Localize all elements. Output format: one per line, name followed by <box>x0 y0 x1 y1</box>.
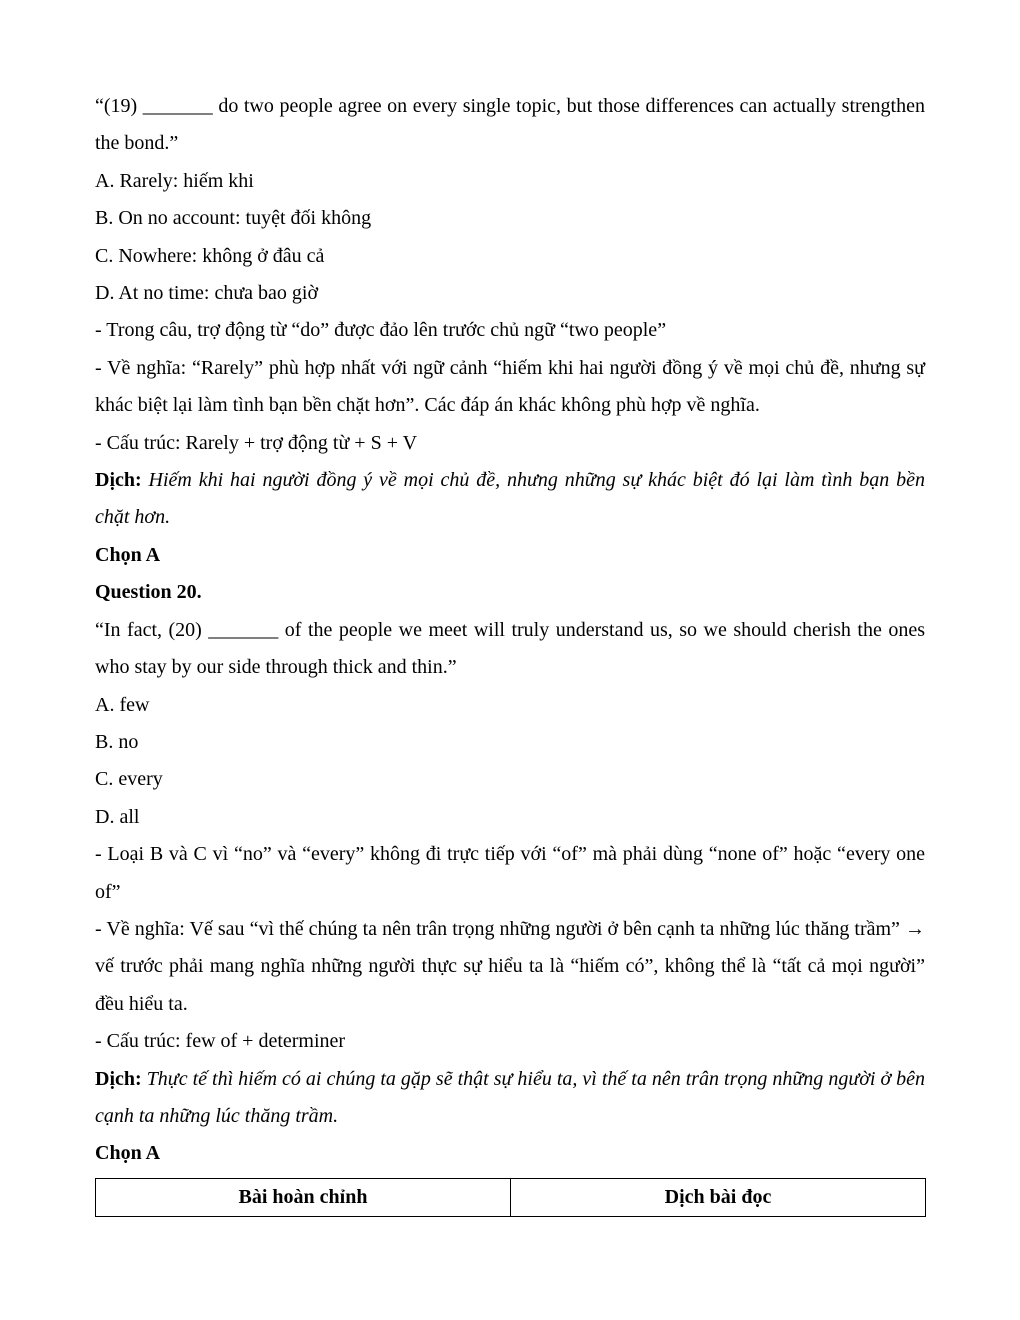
q20-translation-label: Dịch: <box>95 1067 142 1090</box>
table-header-complete-text: Bài hoàn chỉnh <box>96 1178 511 1216</box>
q19-option-b: B. On no account: tuyệt đối không <box>95 207 372 230</box>
document-page <box>95 88 925 1217</box>
q20-note-2: - Về nghĩa: Vế sau “vì thế chúng ta nên trân trọng những người ở bên cạnh ta những lúc thăng trầm” → vế trước phải mang nghĩa những người thực sự hiểu ta là “hiếm có”, không thể là “tất cả mọi người” đều hiểu ta. <box>95 917 925 1015</box>
q19-note-3: - Cấu trúc: Rarely + trợ động từ + S + V <box>95 431 418 454</box>
q20-option-c: C. every <box>95 768 163 791</box>
table-header-translation: Dịch bài đọc <box>511 1178 926 1216</box>
summary-table-header-row <box>96 1178 926 1216</box>
q20-note-3: - Cấu trúc: few of + determiner <box>95 1030 346 1053</box>
q19-note-1: - Trong câu, trợ động từ “do” được đảo lên trước chủ ngữ “two people” <box>95 319 667 342</box>
q19-option-d: D. At no time: chưa bao giờ <box>95 282 319 305</box>
q20-option-d: D. all <box>95 805 140 828</box>
summary-table <box>95 1178 926 1217</box>
q19-note-2: - Về nghĩa: “Rarely” phù hợp nhất với ngữ cảnh “hiếm khi hai người đồng ý về mọi chủ đề, nhưng sự khác biệt lại làm tình bạn bền chặt hơn”. Các đáp án khác không phù hợp về nghĩa. <box>95 356 925 417</box>
q20-translation-text: Thực tế thì hiếm có ai chúng ta gặp sẽ thật sự hiểu ta, vì thế ta nên trân trọng những người ở bên cạnh ta những lúc thăng trầm. <box>95 1067 926 1127</box>
q19-option-c: C. Nowhere: không ở đâu cả <box>95 244 325 267</box>
q20-stem: “In fact, (20) _______ of the people we meet will truly understand us, so we should cherish the ones who stay by our side through thick and thin.” <box>95 618 925 679</box>
q20-answer: Chọn A <box>95 1142 161 1165</box>
q19-translation-text: Hiếm khi hai người đồng ý về mọi chủ đề, nhưng những sự khác biệt đó lại làm tình bạn bền chặt hơn. <box>95 469 925 529</box>
q20-note-1: - Loại B và C vì “no” và “every” không đi trực tiếp với “of” mà phải dùng “none of” hoặc “every one of” <box>95 843 925 903</box>
q19-translation-label: Dịch: <box>95 469 142 492</box>
q20-option-a: A. few <box>95 693 150 716</box>
q20-option-b: B. no <box>95 730 139 753</box>
q19-answer: Chọn A <box>95 543 161 566</box>
q20-translation <box>95 1061 925 1136</box>
q19-option-a: A. Rarely: hiếm khi <box>95 169 254 192</box>
q19-translation <box>95 462 925 537</box>
q20-heading: Question 20. <box>95 581 202 604</box>
q19-stem: “(19) _______ do two people agree on every single topic, but those differences can actually strengthen the bond.” <box>95 95 925 155</box>
